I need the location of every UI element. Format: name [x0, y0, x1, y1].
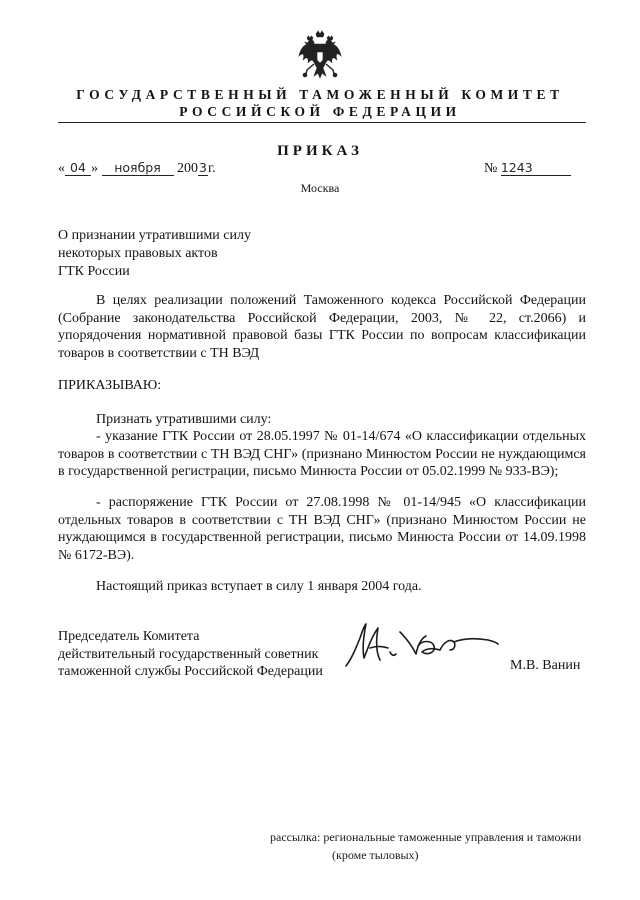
- signatory-title-line: Председатель Комитета: [58, 629, 200, 644]
- date-year-prefix: 200: [177, 161, 198, 176]
- handwritten-signature: [342, 608, 502, 672]
- subject-line: ГТК России: [58, 264, 130, 279]
- header-rule: [58, 122, 586, 123]
- signatory-title-line: таможенной службы Российской Федерации: [58, 664, 323, 679]
- number-value: 1243: [501, 161, 571, 176]
- date-quote-open: «: [58, 161, 65, 176]
- signatory-name: М.В. Ванин: [510, 658, 581, 673]
- date-month: ноября: [102, 161, 174, 176]
- date-quote-close: »: [91, 161, 98, 176]
- document-number: [484, 161, 571, 177]
- distribution-exception: (кроме тыловых): [332, 848, 419, 862]
- document-subject: [58, 227, 251, 281]
- revoked-item-2: - распоряжение ГТК России от 27.08.1998 № 01-14/945 «О классификации отдельных товаров в соответствии с ТН ВЭД СНГ» (признано Минюстом России не нуждающимся в государственной регистрации, письмо Минюста России от 14.09.1998 № 6172-ВЭ).: [58, 495, 586, 563]
- subject-line: некоторых правовых актов: [58, 246, 218, 261]
- preamble-paragraph: В целях реализации положений Таможенного кодекса Российской Федерации (Собрание законодательства Российской Федерации, 2003, № 22, ст.2066) и упорядочения нормативной правовой базы ГТК России по вопросам классификации товаров в соответствии с ТН ВЭД: [58, 293, 586, 361]
- double-headed-eagle-emblem: [297, 30, 343, 80]
- date-day: 04: [65, 161, 91, 176]
- organization-name-line1: ГОСУДАРСТВЕННЫЙ ТАМОЖЕННЫЙ КОМИТЕТ: [76, 87, 564, 102]
- document-city: Москва: [300, 181, 340, 195]
- organization-name-line2: РОССИЙСКОЙ ФЕДЕРАЦИИ: [179, 104, 461, 119]
- number-label: №: [484, 161, 498, 176]
- distribution-list: рассылка: региональные таможенные управления и таможни: [270, 830, 582, 844]
- revoked-item-1: - указание ГТК России от 28.05.1997 № 01-14/674 «О классификации отдельных товаров в соответствии с ТН ВЭД СНГ» (признано Минюстом России не нуждающимся в государственной регистрации, письмо Минюста России от 05.02.1999 № 933-ВЭ);: [58, 429, 586, 479]
- recognize-heading: Признать утратившими силу:: [96, 412, 272, 427]
- date-year-suffix: 3: [199, 160, 207, 175]
- effective-date-paragraph: Настоящий приказ вступает в силу 1 января 2004 года.: [96, 579, 422, 594]
- date-year-tail: г.: [208, 161, 216, 176]
- signatory-title: [58, 628, 323, 681]
- order-word: ПРИКАЗЫВАЮ:: [58, 378, 162, 393]
- signatory-title-line: действительный государственный советник: [58, 646, 319, 662]
- document-type: ПРИКАЗ: [277, 143, 363, 159]
- document-date: [58, 161, 216, 177]
- subject-line: О признании утратившими силу: [58, 228, 251, 243]
